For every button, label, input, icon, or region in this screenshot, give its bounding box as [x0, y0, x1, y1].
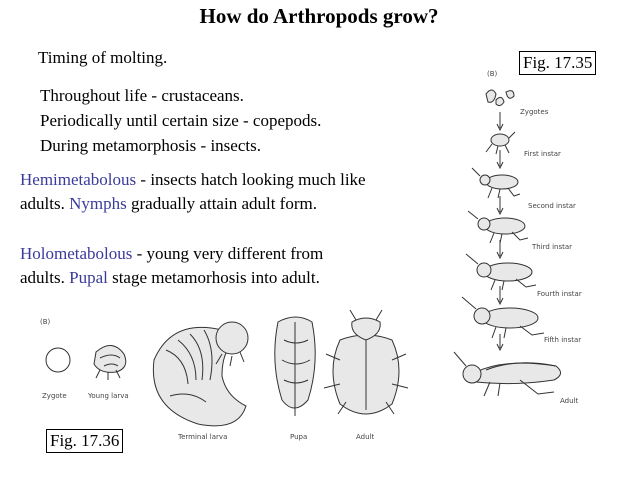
pupa-drawing	[275, 317, 315, 416]
fig-17-35-label: Fig. 17.35	[519, 51, 596, 75]
molting-line-2: Periodically until certain size - copepods.	[40, 111, 322, 130]
adult-beetle-drawing	[324, 310, 408, 414]
caption-young-larva: Young larva	[88, 392, 129, 400]
fig-right-panel-label: (B)	[487, 70, 498, 78]
caption-zygotes: Zygotes	[520, 108, 549, 116]
pupal-term: Pupal	[69, 268, 108, 287]
hemimetabolous-text-2: gradually attain adult form.	[126, 194, 317, 213]
fig-17-36-label: Fig. 17.36	[46, 429, 123, 453]
caption-first-instar: First instar	[524, 150, 561, 158]
hemimetabolous-line2-pre: adults.	[20, 194, 70, 213]
hemimetabolous-text-1: - insects hatch looking much like	[136, 170, 366, 189]
hemimetabolous-term: Hemimetabolous	[20, 170, 137, 189]
holometabolous-line2-pre: adults.	[20, 268, 70, 287]
caption-fourth-instar: Fourth instar	[537, 290, 582, 298]
terminal-larva-drawing	[153, 322, 248, 426]
page-title: How do Arthropods grow?	[199, 4, 439, 28]
holometabolous-text-2: stage metamorhosis into adult.	[107, 268, 320, 287]
zygote-drawing	[46, 348, 70, 372]
holometabolous-term: Holometabolous	[20, 244, 133, 263]
caption-fifth-instar: Fifth instar	[544, 336, 582, 344]
holometabolous-text-1: - young very different from	[132, 244, 324, 263]
caption-third-instar: Third instar	[532, 243, 573, 251]
caption-terminal-larva: Terminal larva	[178, 433, 228, 441]
fig-bottom-panel-label: (B)	[40, 318, 51, 326]
young-larva-drawing	[94, 345, 126, 380]
subtitle: Timing of molting.	[38, 48, 168, 67]
caption-adult: Adult	[560, 397, 579, 405]
nymphs-term: Nymphs	[69, 194, 127, 213]
caption-zygote: Zygote	[42, 392, 67, 400]
molting-line-1: Throughout life - crustaceans.	[40, 86, 244, 105]
caption-adult-beetle: Adult	[356, 433, 375, 441]
molting-line-3: During metamorphosis - insects.	[40, 136, 261, 155]
caption-second-instar: Second instar	[528, 202, 576, 210]
caption-pupa: Pupa	[290, 433, 308, 441]
